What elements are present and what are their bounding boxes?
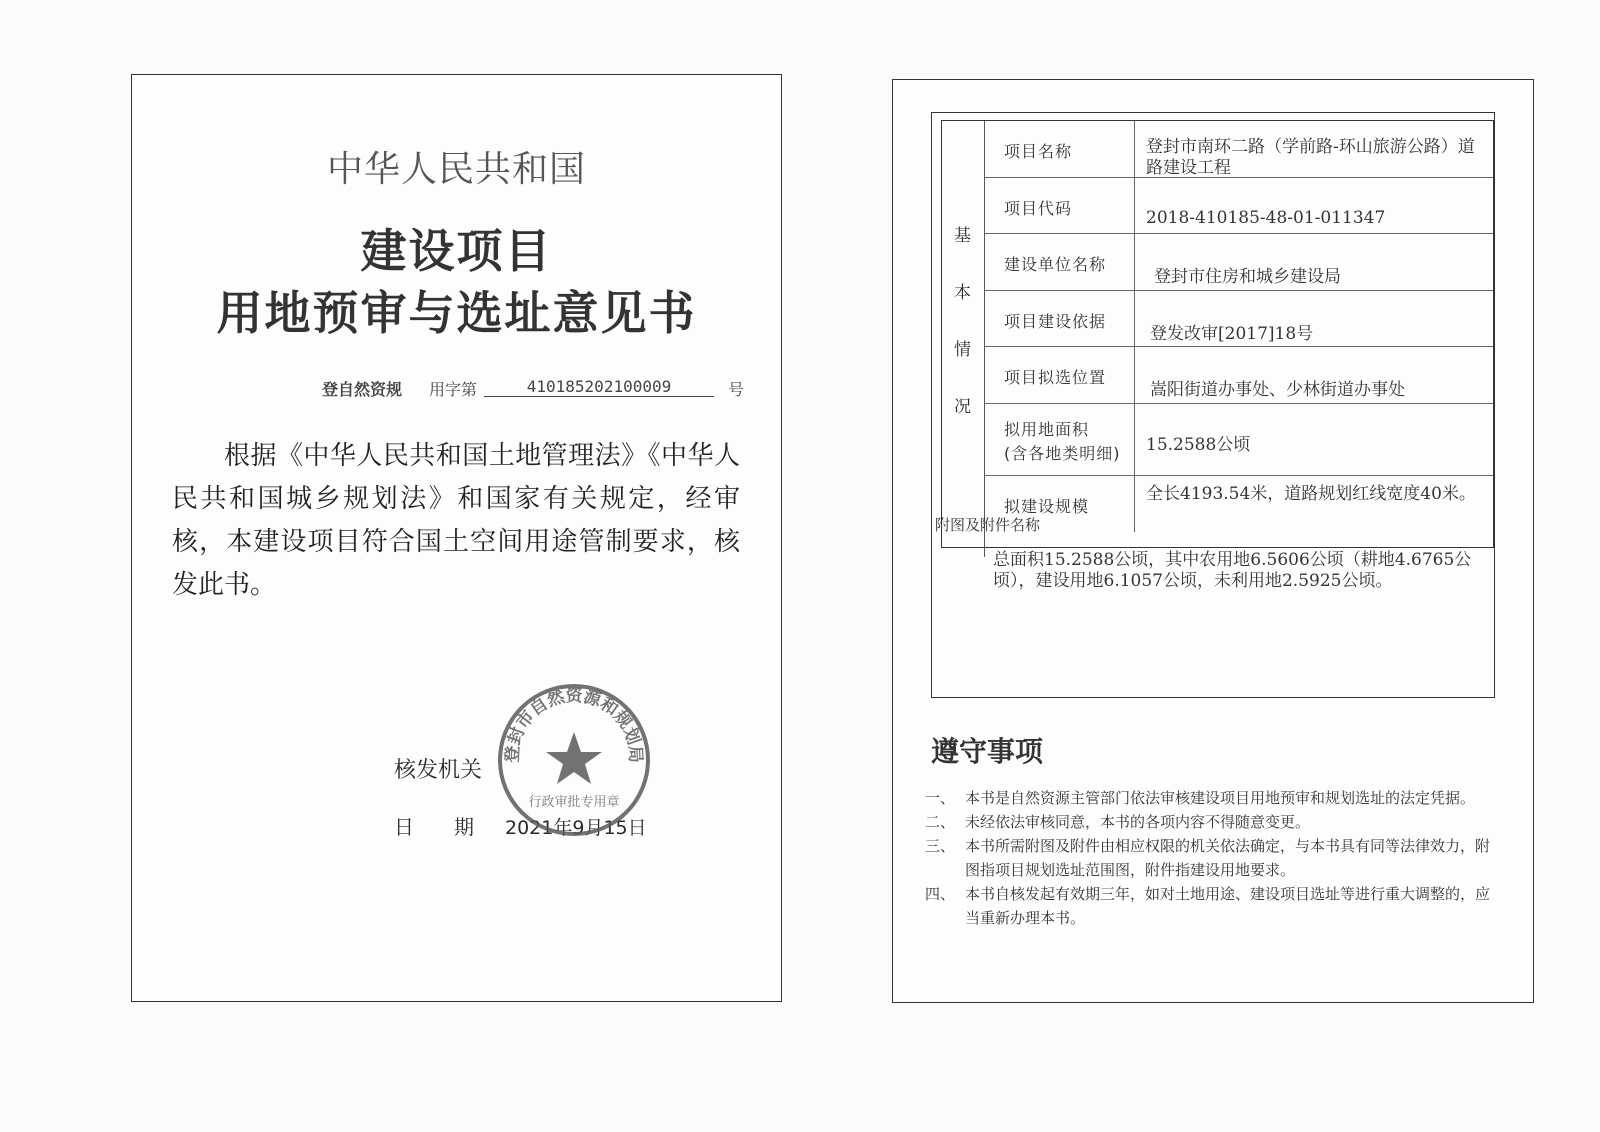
row-land-area [984,404,1493,476]
row-label: 项目名称 [984,121,1135,177]
note-item [925,786,1495,810]
attachment-text: 总面积15.2588公顷，其中农用地6.5606公顷（耕地4.6765公顷），建设用地6.1057公顷，未利用地2.5925公顷。 [993,550,1472,591]
row-scale [984,476,1493,532]
side-char: 基 [954,226,971,246]
note-text: 本书是自然资源主管部门依法审核建设项目用地预审和规划选址的法定凭据。 [965,789,1476,807]
date-value: 2021年9月15日 [505,817,647,839]
attachment-label: 附图及附件名称 [935,516,1041,534]
document-title-line2: 用地预审与选址意见书 [216,286,697,340]
note-number: 四、 [925,885,956,903]
row-value: 登封市住房和城乡建设局 [1154,267,1341,287]
document-title-line1: 建设项目 [360,224,553,278]
row-project-name [984,121,1493,178]
row-value: 全长4193.54米，道路规划红线宽度40米。 [1146,484,1476,504]
doc-number-mid: 用字第 [429,380,478,399]
note-item [925,882,1495,930]
row-location [984,347,1493,404]
row-value: 嵩阳街道办事处、少林街道办事处 [1150,380,1405,400]
note-number: 一、 [925,789,956,807]
doc-number-value: 410185202100009 [484,377,714,397]
row-label: 项目建设依据 [984,291,1135,346]
side-char: 情 [954,340,971,360]
issuer-label: 核发机关 [394,758,483,783]
row-label: 项目拟选位置 [984,347,1135,403]
note-text: 未经依法审核同意，本书的各项内容不得随意变更。 [965,813,1311,831]
basic-info-table [941,120,1494,548]
doc-number-suffix: 号 [728,380,745,399]
row-label-line2: (含各地类明细) [1004,444,1121,463]
row-value: 登发改审[2017]18号 [1150,324,1314,344]
row-label: 项目代码 [984,178,1135,233]
note-number: 二、 [925,813,956,831]
note-text: 本书自核发起有效期三年，如对土地用途、建设项目选址等进行重大调整的，应当重新办理本书。 [965,885,1491,927]
country-heading: 中华人民共和国 [326,149,586,190]
right-page [892,79,1534,1003]
basic-info-side-label [942,121,985,557]
note-text: 本书所需附图及附件由相应权限的机关依法确定，与本书具有同等法律效力，附图指项目规划选址范围图，附件指建设用地要求。 [965,837,1491,879]
doc-number-prefix: 登自然资规 [322,380,403,399]
notes-title: 遵守事项 [931,735,1044,768]
left-page [131,74,782,1002]
body-text: 根据《中华人民共和国土地管理法》《中华人民共和国城乡规划法》和国家有关规定，经审核，本建设项目符合国土空间用途管制要求，核发此书。 [172,441,740,600]
row-basis [984,291,1493,347]
document-number [322,377,745,403]
note-number: 三、 [925,837,956,855]
row-label: 建设单位名称 [984,234,1135,290]
date-label: 日期 [394,815,514,839]
svg-text:行政审批专用章: 行政审批专用章 [528,795,620,810]
row-label: 拟建设规模 [984,476,1135,532]
row-label [984,404,1135,475]
note-item [925,810,1495,834]
note-item [925,834,1495,882]
row-value: 15.2588公顷 [1146,435,1251,455]
side-char: 况 [954,397,971,417]
svg-text:登封市自然资源和规划局: 登封市自然资源和规划局 [502,686,646,764]
row-project-code [984,178,1493,234]
row-value: 登封市南环二路（学前路-环山旅游公路）道路建设工程 [1146,137,1475,178]
official-seal [494,680,654,840]
notes-list [925,786,1495,930]
row-label-line1: 拟用地面积 [1004,420,1090,439]
row-value: 2018-410185-48-01-011347 [1146,208,1386,228]
side-char: 本 [954,283,971,303]
row-builder [984,234,1493,291]
